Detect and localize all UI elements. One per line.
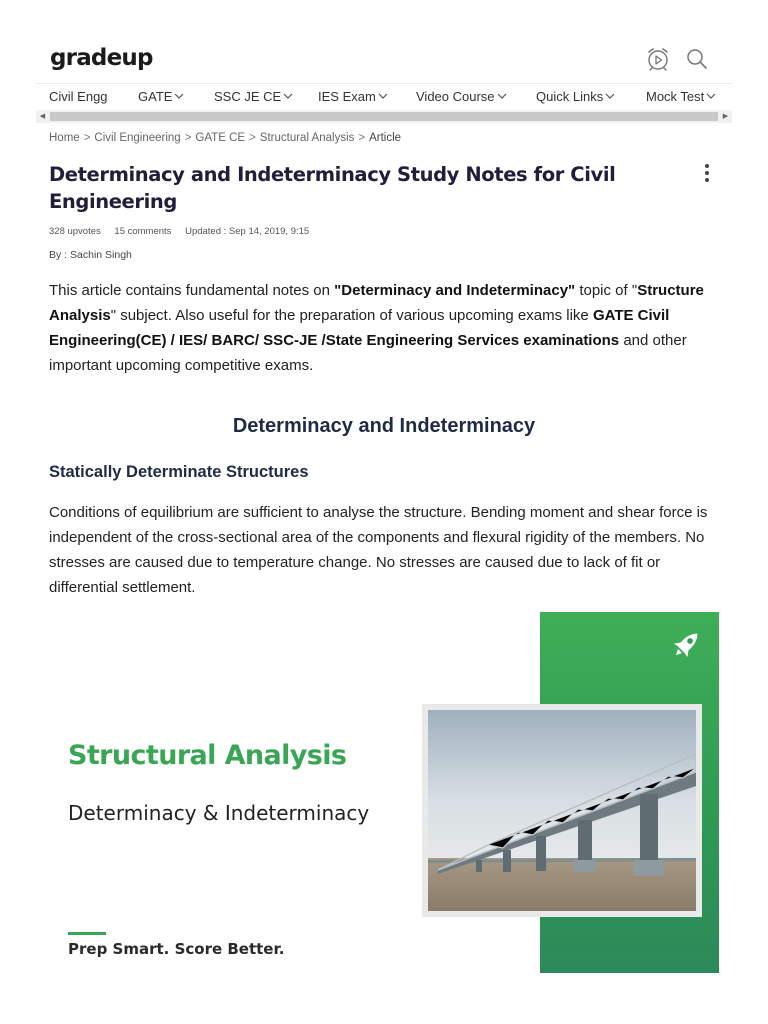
article-title: Determinacy and Indeterminacy Study Notes for Civil Engineering xyxy=(49,163,616,213)
search-icon[interactable] xyxy=(684,46,710,72)
nav-scrollbar[interactable] xyxy=(36,110,732,123)
chevron-down-icon xyxy=(283,91,293,101)
body-paragraph: Conditions of equilibrium are sufficient to analyse the structure. Bending moment and shear force is independent of the cross-sectional area of the components and flexural rigidity of the members. No stresses are caused due to temperature change. No stresses are caused due to lack of fit or differential settlement. xyxy=(49,504,708,596)
nav-item-mock-test[interactable]: Mock Test xyxy=(646,89,716,104)
breadcrumb-gate-ce[interactable]: GATE CE xyxy=(195,132,246,144)
site-header xyxy=(0,0,768,84)
breadcrumb-separator: > xyxy=(249,132,256,144)
upvotes-count[interactable]: 328 upvotes xyxy=(49,226,101,237)
section-heading: Determinacy and Indeterminacy xyxy=(232,415,536,437)
nav-item-ssc-je-ce[interactable]: SSC JE CE xyxy=(214,89,293,104)
breadcrumb xyxy=(49,132,401,144)
nav-item-ies-exam[interactable]: IES Exam xyxy=(318,89,388,104)
scrollbar-thumb[interactable] xyxy=(50,112,718,121)
banner-title: Structural Analysis xyxy=(68,740,347,771)
updated-date: Updated : Sep 14, 2019, 9:15 xyxy=(185,226,310,237)
chevron-down-icon xyxy=(605,91,615,101)
breadcrumb-separator: > xyxy=(184,132,192,144)
chevron-down-icon xyxy=(174,91,184,101)
banner-accent-line xyxy=(68,932,106,935)
bridge-photo xyxy=(422,704,702,917)
breadcrumb-structural-analysis[interactable]: Structural Analysis xyxy=(259,132,355,144)
scroll-right-arrow-icon[interactable]: ▶ xyxy=(722,113,729,120)
nav-item-civil-engg[interactable]: Civil Engg xyxy=(49,89,108,104)
breadcrumb-current: Article xyxy=(369,132,402,144)
video-alarm-icon[interactable] xyxy=(645,46,671,72)
nav-item-gate[interactable]: GATE xyxy=(138,89,184,104)
nav-item-video-course[interactable]: Video Course xyxy=(416,89,507,104)
nav-item-quick-links[interactable]: Quick Links xyxy=(536,89,615,104)
chevron-down-icon xyxy=(706,91,716,101)
article-author: By : Sachin Singh xyxy=(49,249,132,261)
scroll-left-arrow-icon[interactable]: ◀ xyxy=(39,113,46,120)
article-meta xyxy=(49,226,320,237)
chevron-down-icon xyxy=(497,91,507,101)
subheading: Statically Determinate Structures xyxy=(49,463,309,481)
more-options-icon[interactable] xyxy=(698,162,716,186)
banner-tagline: Prep Smart. Score Better. xyxy=(68,940,285,958)
comments-count[interactable]: 15 comments xyxy=(114,226,172,237)
article-banner-image xyxy=(49,612,719,973)
breadcrumb-home[interactable]: Home xyxy=(49,132,80,144)
gradeup-logo[interactable]: gradeup xyxy=(50,45,153,71)
intro-paragraph: This article contains fundamental notes on "Determinacy and Indeterminacy" topic of "Structure Analysis" subject. Also useful for the preparation of various upcoming exams like GATE Civil Engineering(CE) / IES/ BARC/ SSC-JE /State Engineering Services examinations and other important upcoming competitive exams. xyxy=(49,282,704,374)
breadcrumb-civil-engineering[interactable]: Civil Engineering xyxy=(94,132,181,144)
rocket-icon xyxy=(667,626,705,664)
breadcrumb-separator: > xyxy=(83,132,91,144)
category-nav xyxy=(36,83,732,109)
chevron-down-icon xyxy=(378,91,388,101)
banner-subtitle: Determinacy & Indeterminacy xyxy=(68,801,370,825)
breadcrumb-separator: > xyxy=(358,132,366,144)
